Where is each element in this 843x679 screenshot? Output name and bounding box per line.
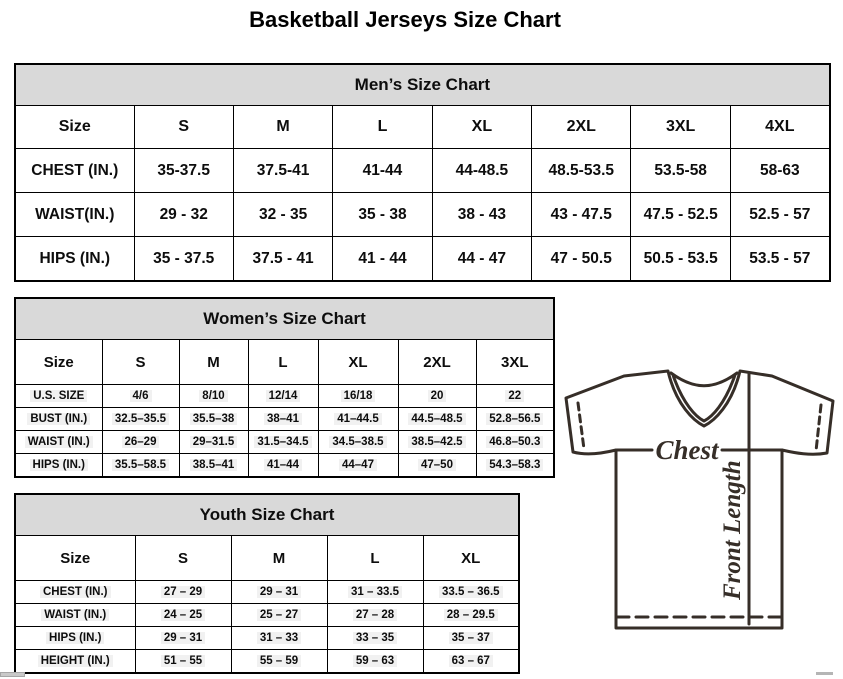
cell-value: 27 – 28 — [353, 609, 397, 621]
table-cell: 44 - 47 — [432, 237, 531, 282]
cell-value: 29 – 31 — [161, 632, 205, 644]
table-cell — [135, 581, 231, 604]
column-header: L — [327, 536, 423, 581]
cell-value: HEIGHT (IN.) — [38, 655, 113, 667]
scrollbar-fragment — [816, 672, 833, 675]
table-cell — [327, 627, 423, 650]
table-cell — [398, 454, 476, 478]
table-cell: 35-37.5 — [134, 149, 233, 193]
column-header: S — [135, 536, 231, 581]
table-cell — [398, 385, 476, 408]
cell-value: 38.5–42.5 — [408, 436, 465, 448]
table-cell — [327, 604, 423, 627]
column-header: XL — [432, 106, 531, 149]
table-cell — [318, 431, 398, 454]
row-label: WAIST(IN.) — [15, 193, 134, 237]
table-cell — [135, 604, 231, 627]
row-label — [15, 408, 102, 431]
table-cell: 58-63 — [730, 149, 829, 193]
table-cell — [318, 408, 398, 431]
cell-value: CHEST (IN.) — [40, 586, 111, 598]
table-band-row — [15, 64, 830, 106]
table-cell: 37.5-41 — [233, 149, 332, 193]
cell-value: 31 – 33 — [257, 632, 301, 644]
column-header: Size — [15, 536, 135, 581]
cell-value: 28 – 29.5 — [444, 609, 498, 621]
table-cell — [423, 627, 519, 650]
table-cell — [135, 627, 231, 650]
womens-size-table — [14, 297, 555, 478]
cell-value: 22 — [505, 390, 524, 402]
table-cell — [327, 581, 423, 604]
mens-size-table — [14, 63, 831, 282]
page-title: Basketball Jerseys Size Chart — [249, 7, 561, 32]
cell-value: 51 – 55 — [161, 655, 205, 667]
womens-table-title: Women’s Size Chart — [15, 298, 554, 340]
table-row — [15, 581, 519, 604]
table-header-row — [15, 536, 519, 581]
table-cell: 41-44 — [333, 149, 432, 193]
table-row — [15, 627, 519, 650]
column-header: XL — [318, 340, 398, 385]
table-cell: 50.5 - 53.5 — [631, 237, 730, 282]
cell-value: 38–41 — [264, 413, 302, 425]
column-header: 2XL — [398, 340, 476, 385]
chest-label: Chest — [655, 435, 719, 465]
table-cell — [179, 385, 248, 408]
table-cell: 43 - 47.5 — [532, 193, 631, 237]
table-cell — [476, 454, 554, 478]
table-cell — [179, 408, 248, 431]
cell-value: 12/14 — [266, 390, 301, 402]
table-cell: 52.5 - 57 — [730, 193, 829, 237]
cell-value: 54.3–58.3 — [486, 459, 543, 471]
cell-value: 41–44 — [264, 459, 302, 471]
cell-value: 46.8–50.3 — [486, 436, 543, 448]
table-cell — [248, 431, 318, 454]
table-cell — [318, 454, 398, 478]
row-label: HIPS (IN.) — [15, 237, 134, 282]
table-cell — [476, 385, 554, 408]
cell-value: 59 – 63 — [353, 655, 397, 667]
left-cuff-dashed-line — [578, 403, 584, 449]
horizontal-scrollbar-thumb[interactable] — [0, 672, 25, 677]
table-cell — [231, 581, 327, 604]
cell-value: WAIST (IN.) — [25, 436, 93, 448]
column-header: L — [333, 106, 432, 149]
table-cell: 48.5-53.5 — [532, 149, 631, 193]
table-cell — [135, 650, 231, 674]
table-cell: 29 - 32 — [134, 193, 233, 237]
column-header: XL — [423, 536, 519, 581]
table-header-row — [15, 340, 554, 385]
cell-value: BUST (IN.) — [27, 413, 90, 425]
column-header: 3XL — [631, 106, 730, 149]
table-cell — [248, 454, 318, 478]
jersey-measurement-diagram — [556, 360, 843, 638]
table-cell: 47.5 - 52.5 — [631, 193, 730, 237]
table-cell — [423, 650, 519, 674]
table-cell: 47 - 50.5 — [532, 237, 631, 282]
cell-value: 38.5–41 — [190, 459, 238, 471]
cell-value: 4/6 — [130, 390, 152, 402]
cell-value: 31 – 33.5 — [348, 586, 402, 598]
table-band-row — [15, 298, 554, 340]
table-cell: 32 - 35 — [233, 193, 332, 237]
table-header-row — [15, 106, 830, 149]
table-cell — [102, 454, 179, 478]
front-length-label: Front Length — [719, 460, 746, 600]
column-header: Size — [15, 106, 134, 149]
cell-value: HIPS (IN.) — [30, 459, 88, 471]
table-row — [15, 650, 519, 674]
table-cell — [248, 408, 318, 431]
cell-value: 33.5 – 36.5 — [439, 586, 503, 598]
table-cell: 53.5 - 57 — [730, 237, 829, 282]
table-cell — [179, 431, 248, 454]
column-header: 2XL — [532, 106, 631, 149]
table-cell — [179, 454, 248, 478]
cell-value: 20 — [428, 390, 447, 402]
youth-size-table — [14, 493, 520, 674]
mens-table-title: Men’s Size Chart — [15, 64, 830, 106]
table-cell — [423, 604, 519, 627]
table-cell: 37.5 - 41 — [233, 237, 332, 282]
cell-value: 25 – 27 — [257, 609, 301, 621]
table-cell: 44-48.5 — [432, 149, 531, 193]
row-label — [15, 431, 102, 454]
table-cell — [318, 385, 398, 408]
cell-value: 27 – 29 — [161, 586, 205, 598]
table-cell — [248, 385, 318, 408]
table-cell — [231, 604, 327, 627]
cell-value: 35.5–38 — [190, 413, 238, 425]
table-cell — [327, 650, 423, 674]
column-header: L — [248, 340, 318, 385]
table-cell — [398, 408, 476, 431]
column-header: Size — [15, 340, 102, 385]
table-row — [15, 408, 554, 431]
table-band-row — [15, 494, 519, 536]
cell-value: 52.8–56.5 — [486, 413, 543, 425]
table-row — [15, 149, 830, 193]
table-cell — [398, 431, 476, 454]
table-cell — [102, 431, 179, 454]
row-label — [15, 604, 135, 627]
cell-value: 35 – 37 — [449, 632, 493, 644]
table-row — [15, 454, 554, 478]
table-row — [15, 385, 554, 408]
cell-value: 31.5–34.5 — [254, 436, 311, 448]
cell-value: 41–44.5 — [334, 413, 382, 425]
cell-value: 33 – 35 — [353, 632, 397, 644]
cell-value: 44.5–48.5 — [408, 413, 465, 425]
table-cell — [102, 408, 179, 431]
right-cuff-dashed-line — [816, 405, 821, 451]
table-cell — [476, 431, 554, 454]
table-cell: 35 - 37.5 — [134, 237, 233, 282]
row-label — [15, 385, 102, 408]
column-header: 3XL — [476, 340, 554, 385]
table-row — [15, 431, 554, 454]
table-cell: 41 - 44 — [333, 237, 432, 282]
row-label: CHEST (IN.) — [15, 149, 134, 193]
row-label — [15, 581, 135, 604]
table-cell — [231, 627, 327, 650]
cell-value: 63 – 67 — [449, 655, 493, 667]
cell-value: 44–47 — [339, 459, 377, 471]
table-row — [15, 604, 519, 627]
cell-value: 32.5–35.5 — [112, 413, 169, 425]
table-row — [15, 193, 830, 237]
table-cell: 53.5-58 — [631, 149, 730, 193]
table-cell — [423, 581, 519, 604]
jersey-outline — [566, 371, 833, 628]
cell-value: 29–31.5 — [190, 436, 238, 448]
cell-value: 55 – 59 — [257, 655, 301, 667]
youth-table-title: Youth Size Chart — [15, 494, 519, 536]
column-header: 4XL — [730, 106, 829, 149]
collar-back-arc — [671, 373, 737, 386]
table-cell — [102, 385, 179, 408]
cell-value: 35.5–58.5 — [112, 459, 169, 471]
row-label — [15, 650, 135, 674]
table-cell: 35 - 38 — [333, 193, 432, 237]
row-label — [15, 454, 102, 478]
cell-value: 16/18 — [341, 390, 376, 402]
column-header: S — [134, 106, 233, 149]
cell-value: 47–50 — [418, 459, 456, 471]
table-cell — [231, 650, 327, 674]
cell-value: U.S. SIZE — [30, 390, 87, 402]
column-header: M — [233, 106, 332, 149]
cell-value: 29 – 31 — [257, 586, 301, 598]
table-cell: 38 - 43 — [432, 193, 531, 237]
table-row — [15, 237, 830, 282]
cell-value: 8/10 — [199, 390, 227, 402]
cell-value: 24 – 25 — [161, 609, 205, 621]
cell-value: WAIST (IN.) — [41, 609, 109, 621]
column-header: M — [231, 536, 327, 581]
column-header: S — [102, 340, 179, 385]
cell-value: HIPS (IN.) — [46, 632, 104, 644]
cell-value: 26–29 — [122, 436, 160, 448]
cell-value: 34.5–38.5 — [329, 436, 386, 448]
row-label — [15, 627, 135, 650]
column-header: M — [179, 340, 248, 385]
collar-inner-v — [673, 375, 735, 421]
table-cell — [476, 408, 554, 431]
